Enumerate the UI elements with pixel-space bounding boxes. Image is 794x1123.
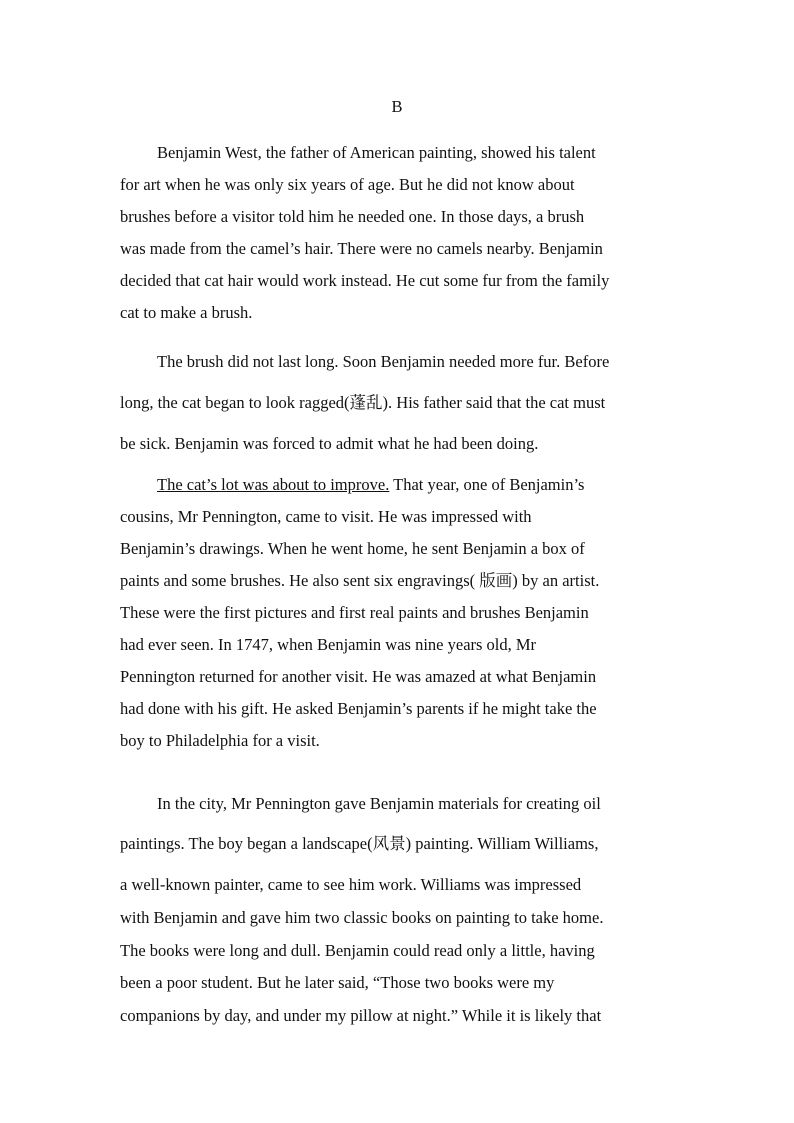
- text-line: brushes before a visitor told him he needed one. In those days, a brush: [120, 207, 585, 226]
- text-line: decided that cat hair would work instead. He cut some fur from the family: [120, 271, 610, 290]
- text-line: cousins, Mr Pennington, came to visit. He was impressed with: [120, 507, 532, 526]
- text-line: Benjamin West, the father of American painting, showed his talent: [157, 143, 596, 162]
- text-line: Pennington returned for another visit. He was amazed at what Benjamin: [120, 667, 597, 686]
- text-line: for art when he was only six years of age. But he did not know about: [120, 175, 575, 194]
- first-line-rest: That year, one of Benjamin’s: [389, 475, 585, 494]
- text-line: long, the cat began to look ragged(蓬乱). His father said that the cat must: [120, 393, 606, 412]
- text-line: companions by day, and under my pillow at night.” While it is likely that: [120, 1005, 602, 1025]
- text-line: had done with his gift. He asked Benjamin’s parents if he might take the: [120, 699, 597, 718]
- paragraph-2: [120, 341, 680, 464]
- text-line: had ever seen. In 1747, when Benjamin was nine years old, Mr: [120, 635, 537, 654]
- text-line: paintings. The boy began a landscape(风景) painting. William Williams,: [120, 834, 599, 853]
- text-line: was made from the camel’s hair. There were no camels nearby. Benjamin: [120, 239, 603, 258]
- text-line: a well-known painter, came to see him work. Williams was impressed: [120, 875, 582, 894]
- underlined-sentence: The cat’s lot was about to improve.: [157, 475, 390, 494]
- text-line: These were the first pictures and first real paints and brushes Benjamin: [120, 603, 589, 622]
- paragraph-1: [120, 137, 680, 329]
- text-line: The brush did not last long. Soon Benjamin needed more fur. Before: [157, 352, 610, 371]
- text-line: boy to Philadelphia for a visit.: [120, 731, 320, 750]
- text-line: be sick. Benjamin was forced to admit what he had been doing.: [120, 434, 539, 453]
- text-line: been a poor student. But he later said, “Those two books were my: [120, 973, 555, 992]
- section-heading: B: [391, 97, 403, 116]
- paragraph-4: [120, 788, 680, 1032]
- paragraph-3: [120, 469, 680, 757]
- text-line: with Benjamin and gave him two classic books on painting to take home.: [120, 908, 604, 927]
- text-line: paints and some brushes. He also sent six engravings( 版画) by an artist.: [120, 571, 600, 590]
- text-line: The books were long and dull. Benjamin could read only a little, having: [120, 940, 595, 960]
- text-line: cat to make a brush.: [120, 303, 253, 322]
- text-line-first: [120, 469, 680, 501]
- text-line: In the city, Mr Pennington gave Benjamin materials for creating oil: [157, 794, 601, 813]
- text-line: Benjamin’s drawings. When he went home, he sent Benjamin a box of: [120, 539, 585, 558]
